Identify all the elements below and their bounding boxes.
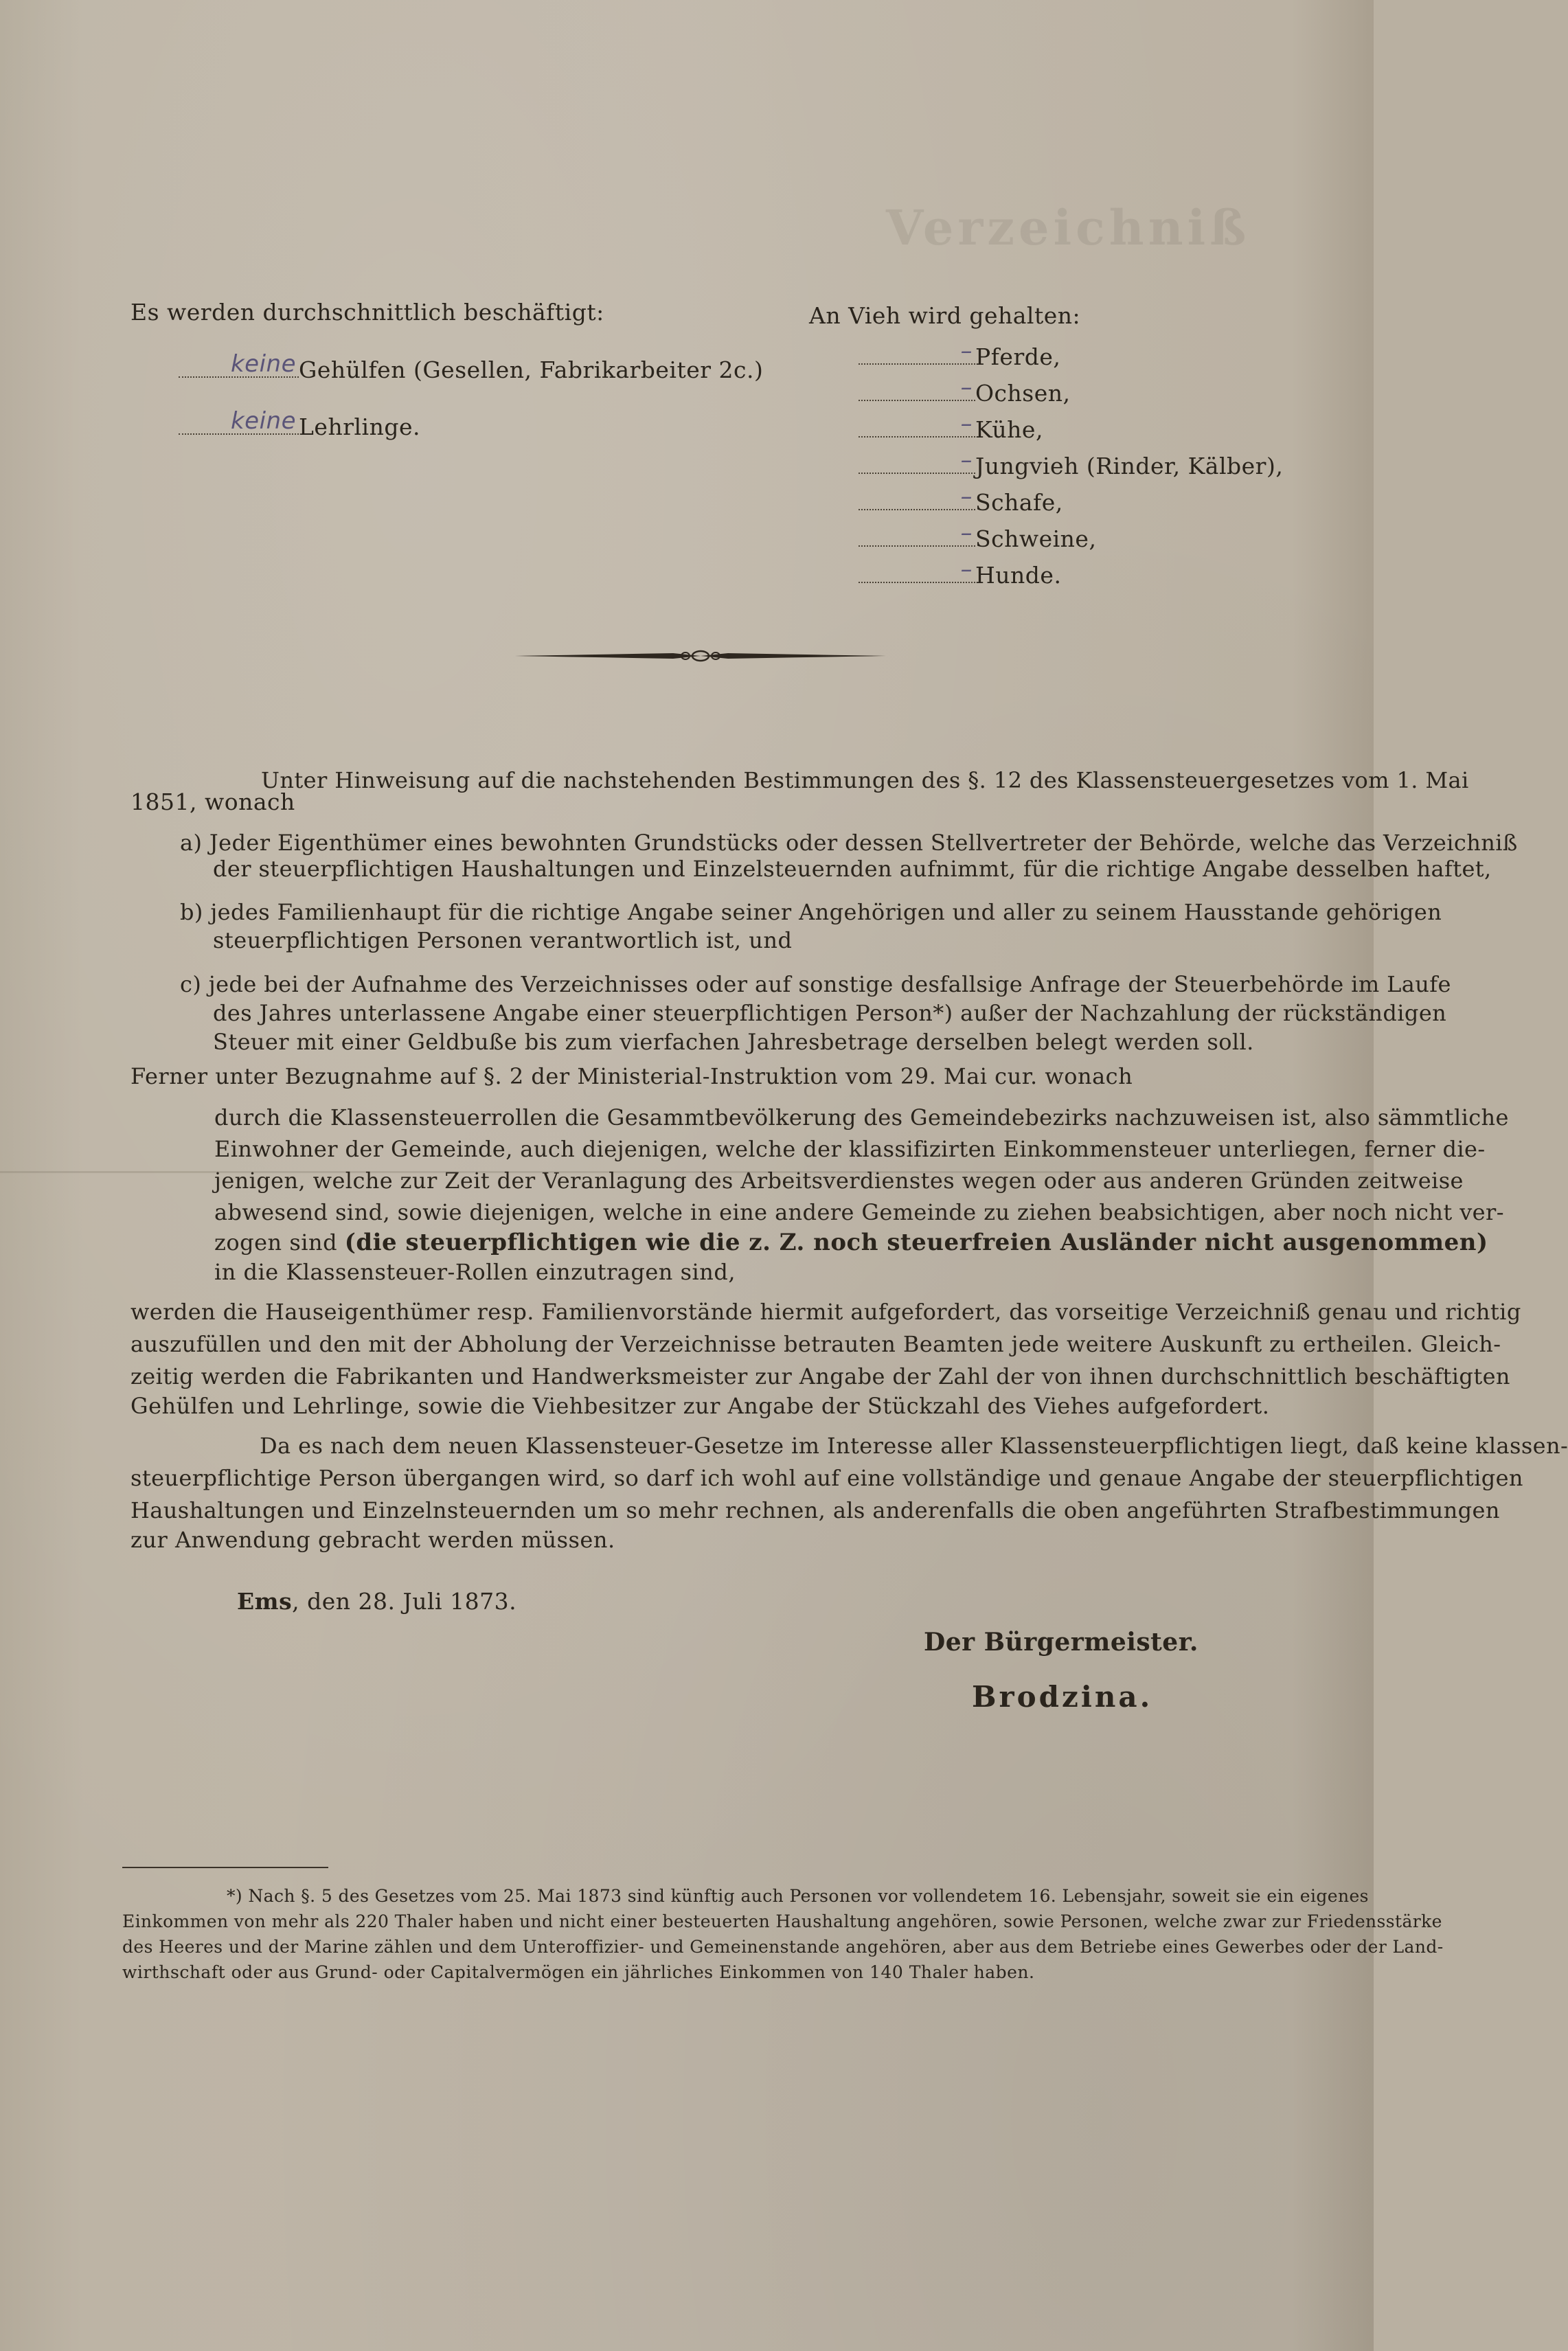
livestock-row-horses — [859, 337, 1061, 370]
clause-b-line-2: steuerpflichtigen Personen verantwortlich ist, und — [213, 927, 793, 953]
signature-name: Brodzina. — [972, 1680, 1153, 1714]
request-line-3: zeitig werden die Fabrikanten und Handwerksmeister zur Angabe der Zahl der von ihnen durchschnittlich beschäftigten — [130, 1363, 1510, 1389]
young-cattle-count: – — [960, 446, 973, 474]
pigs-count-field[interactable] — [859, 519, 975, 547]
cows-label: Kühe, — [975, 416, 1043, 443]
signature-title: Der Bürgermeister. — [924, 1628, 1198, 1657]
workers-row-assistants — [179, 352, 763, 383]
cows-count-field[interactable] — [859, 410, 975, 438]
horses-count: – — [960, 337, 973, 365]
place-date — [237, 1588, 516, 1615]
closing-line-1: Da es nach dem neuen Klassensteuer-Gesetze im Interesse aller Klassensteuerpflichtigen liegt, daß keine klassen- — [260, 1433, 1568, 1459]
intro-line-2: 1851, wonach — [130, 788, 295, 815]
footnote-line-4: wirthschaft oder aus Grund- oder Capitalvermögen ein jährliches Einkommen von 140 Thaler haben. — [122, 1962, 1035, 1982]
instruction-line-1: durch die Klassensteuerrollen die Gesammtbevölkerung des Gemeindebezirks nachzuweisen ist, also sämmtliche — [214, 1104, 1509, 1131]
horses-label: Pferde, — [975, 343, 1061, 370]
apprentices-label: Lehrlinge. — [299, 413, 420, 440]
clause-a-line-2: der steuerpflichtigen Haushaltungen und Einzelsteuernden aufnimmt, für die richtige Angabe desselben haftet, — [213, 856, 1492, 882]
clause-c-line-1: c) jede bei der Aufnahme des Verzeichnisses oder auf sonstige desfallsige Anfrage der Steuerbehörde im Laufe — [180, 971, 1451, 997]
intro-line-1: Unter Hinweisung auf die nachstehenden Bestimmungen des §. 12 des Klassensteuergesetzes vom 1. Mai — [261, 767, 1469, 793]
footnote-line-2: Einkommen von mehr als 220 Thaler haben und nicht einer besteuerten Haushaltung angehören, sowie Personen, welche zwar zur Friedensstärke — [122, 1911, 1442, 1931]
request-line-4: Gehülfen und Lehrlinge, sowie die Viehbesitzer zur Angabe der Stückzahl des Viehes aufgefordert. — [130, 1393, 1270, 1419]
closing-line-4: zur Anwendung gebracht werden müssen. — [130, 1527, 615, 1553]
workers-row-apprentices — [179, 409, 420, 440]
livestock-row-dogs — [859, 558, 1061, 589]
clause-b-line-1: b) jedes Familienhaupt für die richtige Angabe seiner Angehörigen und aller zu seinem Hausstande gehörigen — [180, 899, 1442, 925]
clause-c-line-2: des Jahres unterlassene Angabe einer steuerpflichtigen Person*) außer der Nachzahlung der rückständigen — [213, 1000, 1447, 1026]
livestock-heading: An Vieh wird gehalten: — [809, 302, 1081, 329]
assistants-count: keine — [230, 350, 296, 378]
instruction-line-2: Einwohner der Gemeinde, auch diejenigen, welche der klassifizirten Einkommensteuer unterliegen, ferner die- — [214, 1136, 1486, 1162]
place-name: Ems — [237, 1588, 293, 1615]
livestock-row-cows — [859, 410, 1043, 443]
oxen-label: Ochsen, — [975, 380, 1071, 407]
foreigners-emphasis: (die steuerpflichtigen wie die z. Z. noch steuerfreien Ausländer nicht ausgenommen) — [344, 1229, 1488, 1256]
livestock-row-pigs — [859, 519, 1097, 552]
ornamental-divider — [515, 646, 886, 666]
young-cattle-count-field[interactable] — [859, 446, 975, 474]
dogs-label: Hunde. — [975, 562, 1062, 589]
date-text: , den 28. Juli 1873. — [292, 1588, 517, 1615]
request-line-1: werden die Hauseigenthümer resp. Familienvorstände hiermit aufgefordert, das vorseitige Verzeichniß genau und richtig — [130, 1299, 1521, 1325]
closing-line-2: steuerpflichtige Person übergangen wird, so darf ich wohl auf eine vollständige und genaue Angabe der steuerpflichtigen — [130, 1465, 1523, 1491]
oxen-count: – — [960, 374, 973, 401]
sheep-count-field[interactable] — [859, 483, 975, 510]
apprentices-count-field[interactable] — [179, 409, 299, 435]
horses-count-field[interactable] — [859, 337, 975, 365]
sheep-label: Schafe, — [975, 489, 1063, 516]
oxen-count-field[interactable] — [859, 376, 975, 401]
footnote-rule — [122, 1867, 328, 1868]
sheep-count: – — [960, 483, 973, 510]
pigs-count: – — [960, 519, 973, 547]
instruction-line-3: jenigen, welche zur Zeit der Veranlagung des Arbeitsverdienstes wegen oder aus anderen Gründen zeitweise — [214, 1168, 1464, 1194]
instruction-line-4: abwesend sind, sowie diejenigen, welche in eine andere Gemeinde zu ziehen beabsichtigen, aber noch nicht ver- — [214, 1199, 1504, 1225]
clause-a-line-1: a) Jeder Eigenthümer eines bewohnten Grundstücks oder dessen Stellvertreter der Behörde, welche das Verzeichniß — [180, 830, 1518, 856]
footnote-line-1: *) Nach §. 5 des Gesetzes vom 25. Mai 1873 sind künftig auch Personen vor vollendetem 16. Lebensjahr, soweit sie ein eigenes — [227, 1886, 1369, 1906]
cows-count: – — [960, 410, 973, 438]
livestock-row-oxen — [859, 376, 1071, 407]
closing-line-3: Haushaltungen und Einzelnsteuernden um so mehr rechnen, als anderenfalls die oben angeführten Strafbestimmungen — [130, 1497, 1500, 1523]
assistants-label: Gehülfen (Gesellen, Fabrikarbeiter 2c.) — [299, 356, 764, 383]
dogs-count-field[interactable] — [859, 558, 975, 583]
ferner-line: Ferner unter Bezugnahme auf §. 2 der Ministerial-Instruktion vom 29. Mai cur. wonach — [130, 1063, 1133, 1089]
footnote-line-3: des Heeres und der Marine zählen und dem Unteroffizier- und Gemeinenstande angehören, aber aus dem Betriebe eines Gewerbes oder der Land- — [122, 1937, 1444, 1957]
dogs-count: – — [960, 556, 973, 583]
instruction-line-5-start: zogen sind — [214, 1229, 338, 1256]
clause-c-line-3: Steuer mit einer Geldbuße bis zum vierfachen Jahresbetrage derselben belegt werden soll. — [213, 1029, 1254, 1055]
livestock-row-young-cattle — [859, 446, 1284, 479]
bleed-through-heading: Verzeichniß — [886, 199, 1251, 256]
livestock-row-sheep — [859, 483, 1063, 516]
young-cattle-label: Jungvieh (Rinder, Kälber), — [975, 453, 1284, 479]
instruction-line-5 — [214, 1229, 1488, 1256]
workers-heading: Es werden durchschnittlich beschäftigt: — [130, 299, 604, 326]
request-line-2: auszufüllen und den mit der Abholung der Verzeichnisse betrauten Beamten jede weitere Auskunft zu ertheilen. Gleich- — [130, 1331, 1501, 1357]
instruction-line-6: in die Klassensteuer-Rollen einzutragen sind, — [214, 1259, 736, 1285]
apprentices-count: keine — [230, 407, 296, 435]
assistants-count-field[interactable] — [179, 352, 299, 378]
pigs-label: Schweine, — [975, 525, 1097, 552]
